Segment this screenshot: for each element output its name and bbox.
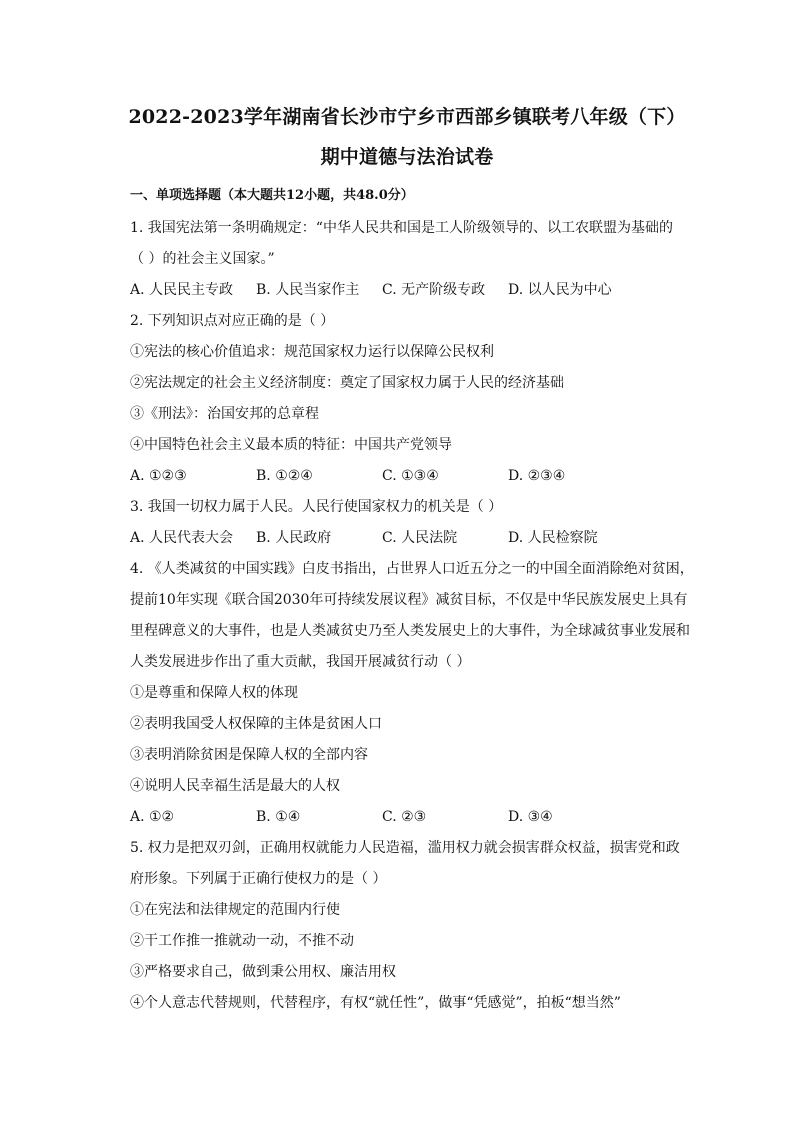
question-3 bbox=[130, 492, 694, 554]
q1-option-d: D. 以人民为中心 bbox=[508, 282, 612, 298]
q5-stem-line1: 5. 权力是把双刃剑，正确用权就能力人民造福，滥用权力就会损害群众权益，损害党和政 bbox=[130, 840, 680, 856]
q3-option-a: A. 人民代表大会 bbox=[130, 530, 234, 546]
question-1 bbox=[130, 213, 694, 306]
q4-item-2: ②表明我国受人权保障的主体是贫困人口 bbox=[130, 716, 382, 732]
q4-stem-line4: 人类发展进步作出了重大贡献，我国开展减贫行动（ ） bbox=[130, 654, 471, 670]
q1-stem-line1: 1. 我国宪法第一条明确规定：“中华人民共和国是工人阶级领导的、以工农联盟为基础的 bbox=[130, 220, 673, 236]
q3-stem: 3. 我国一切权力属于人民。人民行使国家权力的机关是（ ） bbox=[130, 499, 503, 515]
q5-item-4: ④个人意志代替规则，代替程序，有权“就任性”，做事“凭感觉”，拍板“想当然” bbox=[130, 995, 621, 1011]
q4-option-d: D. ③④ bbox=[508, 809, 553, 825]
q4-option-a: A. ①② bbox=[130, 809, 175, 825]
q2-item-2: ②宪法规定的社会主义经济制度：奠定了国家权力属于人民的经济基础 bbox=[130, 375, 564, 391]
q4-stem-line2: 提前10年实现《联合国2030年可持续发展议程》减贫目标，不仅是中华民族发展史上具有 bbox=[130, 592, 688, 608]
q2-item-4: ④中国特色社会主义最本质的特征：中国共产党领导 bbox=[130, 437, 452, 453]
q4-stem-line3: 里程碑意义的大事件，也是人类减贫史乃至人类发展史上的大事件，为全球减贫事业发展和 bbox=[130, 623, 690, 639]
q2-option-a: A. ①②③ bbox=[130, 468, 187, 484]
exam-title-line1: 2022-2023学年湖南省长沙市宁乡市西部乡镇联考八年级（下） bbox=[128, 106, 686, 128]
q3-option-b: B. 人民政府 bbox=[256, 530, 332, 546]
q5-item-2: ②干工作推一推就动一动，不推不动 bbox=[130, 933, 354, 949]
question-2 bbox=[130, 306, 694, 492]
q3-option-c: C. 人民法院 bbox=[382, 530, 458, 546]
q2-option-d: D. ②③④ bbox=[508, 468, 566, 484]
q4-item-4: ④说明人民幸福生活是最大的人权 bbox=[130, 778, 340, 794]
question-5 bbox=[130, 833, 694, 1019]
exam-title-line2: 期中道德与法治试卷 bbox=[320, 146, 494, 168]
question-4 bbox=[130, 554, 694, 833]
q2-item-1: ①宪法的核心价值追求：规范国家权力运行以保障公民权利 bbox=[130, 344, 494, 360]
section-heading: 一、单项选择题（本大题共12小题，共48.0分） bbox=[130, 188, 414, 203]
q2-option-b: B. ①②④ bbox=[256, 468, 313, 484]
q4-item-1: ①是尊重和保障人权的体现 bbox=[130, 685, 298, 701]
q5-item-3: ③严格要求自己，做到秉公用权、廉洁用权 bbox=[130, 964, 396, 980]
q2-option-c: C. ①③④ bbox=[382, 468, 439, 484]
q5-stem-line2: 府形象。下列属于正确行使权力的是（ ） bbox=[130, 871, 387, 887]
q2-options bbox=[130, 461, 694, 492]
q2-stem: 2. 下列知识点对应正确的是（ ） bbox=[130, 313, 335, 329]
q1-option-b: B. 人民当家作主 bbox=[256, 282, 360, 298]
q1-stem-line2: （ ）的社会主义国家。” bbox=[130, 251, 275, 267]
q3-options bbox=[130, 523, 694, 554]
q3-option-d: D. 人民检察院 bbox=[508, 530, 598, 546]
q4-item-3: ③表明消除贫困是保障人权的全部内容 bbox=[130, 747, 368, 763]
q4-option-b: B. ①④ bbox=[256, 809, 301, 825]
q1-option-a: A. 人民民主专政 bbox=[130, 282, 234, 298]
q5-item-1: ①在宪法和法律规定的范围内行使 bbox=[130, 902, 340, 918]
q4-stem-line1: 4. 《人类减贫的中国实践》白皮书指出，占世界人口近五分之一的中国全面消除绝对贫困， bbox=[130, 561, 694, 577]
q2-item-3: ③《刑法》：治国安邦的总章程 bbox=[130, 406, 319, 422]
q4-options bbox=[130, 802, 694, 833]
q1-option-c: C. 无产阶级专政 bbox=[382, 282, 486, 298]
q1-options bbox=[130, 275, 694, 306]
q4-option-c: C. ②③ bbox=[382, 809, 427, 825]
